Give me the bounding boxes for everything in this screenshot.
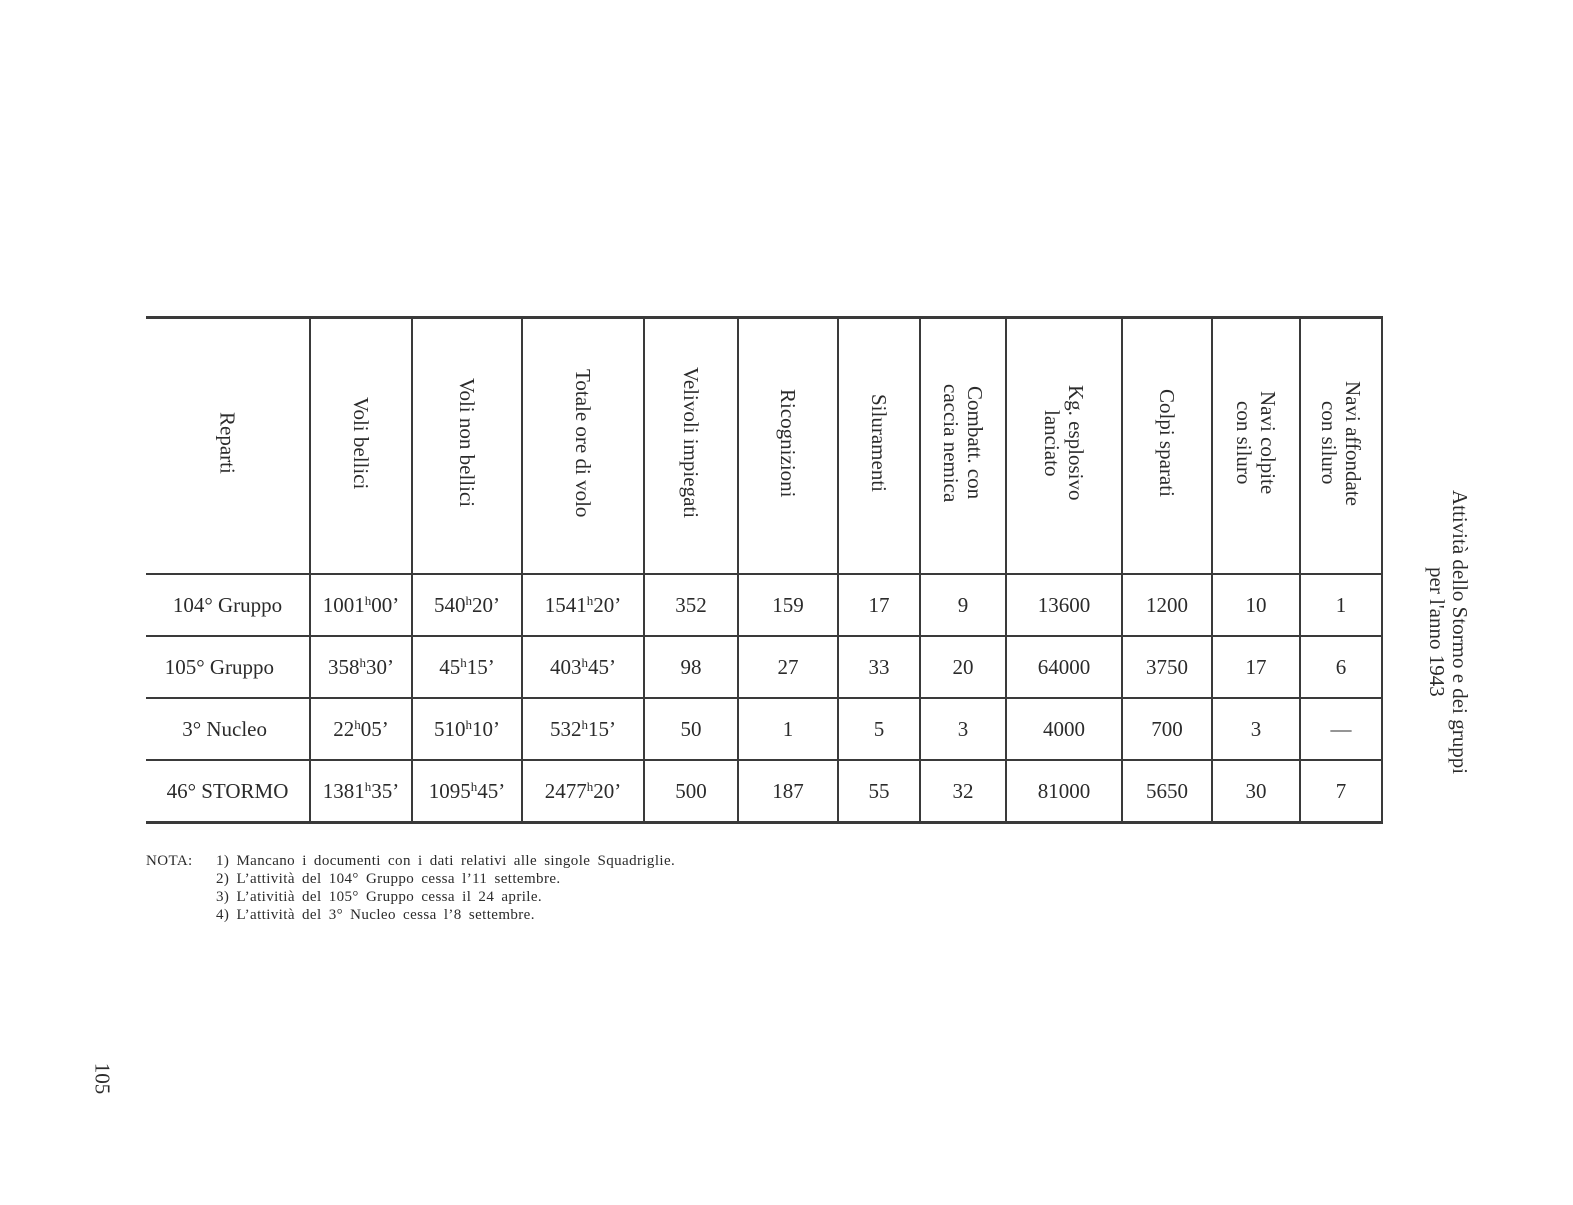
header-siluramenti: Siluramenti xyxy=(838,318,920,575)
cell-kg-esplosivo: 64000 xyxy=(1006,636,1122,698)
cell-navi-colpite: 17 xyxy=(1212,636,1300,698)
cell-voli-non-bellici xyxy=(412,636,522,698)
cell-kg-esplosivo: 13600 xyxy=(1006,574,1122,636)
cell-velivoli: 98 xyxy=(644,636,738,698)
hour-mark: h xyxy=(460,654,467,670)
cell-ricognizioni: 187 xyxy=(738,760,838,823)
minutes: 20’ xyxy=(593,592,622,617)
hour-mark: h xyxy=(581,716,588,732)
hours: 22 xyxy=(333,716,355,741)
hour-mark: h xyxy=(364,592,372,608)
header-navi-affondate: Navi affondate con siluro xyxy=(1300,318,1382,575)
cell-siluramenti: 5 xyxy=(838,698,920,760)
cell-combattimenti: 9 xyxy=(920,574,1006,636)
header-kg-esplosivo: Kg. esplosivo lanciato xyxy=(1006,318,1122,575)
cell-navi-affondate: 6 xyxy=(1300,636,1382,698)
minutes: 15’ xyxy=(466,654,495,679)
cell-velivoli: 50 xyxy=(644,698,738,760)
cell-voli-bellici xyxy=(310,698,412,760)
cell-voli-non-bellici xyxy=(412,698,522,760)
cell-totale-ore xyxy=(522,698,644,760)
header-velivoli: Velivoli impiegati xyxy=(644,318,738,575)
hours: 45 xyxy=(439,654,461,679)
hour-mark: h xyxy=(586,778,594,794)
hour-mark: h xyxy=(359,654,366,670)
table-caption: Attività dello Stormo e dei gruppi per l'anno 1943 xyxy=(1425,489,1472,775)
hours: 1541 xyxy=(544,592,587,617)
header-voli-bellici: Voli bellici xyxy=(310,318,412,575)
cell-ricognizioni: 159 xyxy=(738,574,838,636)
hour-mark: h xyxy=(581,654,588,670)
hours: 510 xyxy=(434,716,466,741)
hour-mark: h xyxy=(354,716,361,732)
cell-siluramenti: 33 xyxy=(838,636,920,698)
header-colpi: Colpi sparati xyxy=(1122,318,1212,575)
cell-velivoli: 500 xyxy=(644,760,738,823)
minutes: 45’ xyxy=(477,778,506,803)
cell-voli-non-bellici xyxy=(412,574,522,636)
cell-navi-colpite: 30 xyxy=(1212,760,1300,823)
hours: 1001 xyxy=(322,592,365,617)
cell-colpi: 700 xyxy=(1122,698,1212,760)
hours: 358 xyxy=(328,654,360,679)
header-voli-non-bellici: Voli non bellici xyxy=(412,318,522,575)
minutes: 35’ xyxy=(371,778,400,803)
cell-navi-affondate: 7 xyxy=(1300,760,1382,823)
hour-mark: h xyxy=(465,592,472,608)
cell-combattimenti: 20 xyxy=(920,636,1006,698)
cell-navi-affondate: 1 xyxy=(1300,574,1382,636)
header-reparti: Reparti xyxy=(146,318,310,575)
hours: 540 xyxy=(434,592,466,617)
cell-reparto: 3° Nucleo xyxy=(146,698,310,760)
table-row xyxy=(146,636,1382,698)
hours: 1381 xyxy=(322,778,365,803)
header-row xyxy=(146,318,1382,575)
hours: 403 xyxy=(550,654,582,679)
notes xyxy=(146,852,675,924)
hour-mark: h xyxy=(465,716,472,732)
cell-totale-ore xyxy=(522,574,644,636)
hours: 532 xyxy=(550,716,582,741)
minutes: 30’ xyxy=(366,654,394,679)
cell-voli-non-bellici xyxy=(412,760,522,823)
minutes: 20’ xyxy=(472,592,500,617)
minutes: 20’ xyxy=(593,778,622,803)
cell-kg-esplosivo: 81000 xyxy=(1006,760,1122,823)
minutes: 00’ xyxy=(371,592,400,617)
cell-voli-bellici xyxy=(310,636,412,698)
table-row xyxy=(146,698,1382,760)
cell-reparto: 104° Gruppo xyxy=(146,574,310,636)
cell-ricognizioni: 27 xyxy=(738,636,838,698)
hours: 1095 xyxy=(428,778,471,803)
cell-colpi: 1200 xyxy=(1122,574,1212,636)
cell-ricognizioni: 1 xyxy=(738,698,838,760)
cell-voli-bellici xyxy=(310,574,412,636)
cell-totale-ore xyxy=(522,636,644,698)
minutes: 05’ xyxy=(360,716,389,741)
cell-colpi: 5650 xyxy=(1122,760,1212,823)
cell-voli-bellici xyxy=(310,760,412,823)
hour-mark: h xyxy=(364,778,372,794)
header-ricognizioni: Ricognizioni xyxy=(738,318,838,575)
cell-colpi: 3750 xyxy=(1122,636,1212,698)
minutes: 15’ xyxy=(588,716,616,741)
cell-navi-colpite: 10 xyxy=(1212,574,1300,636)
notes-label: NOTA: xyxy=(146,853,193,869)
cell-combattimenti: 3 xyxy=(920,698,1006,760)
cell-velivoli: 352 xyxy=(644,574,738,636)
cell-reparto: 46° STORMO xyxy=(146,760,310,823)
header-navi-colpite: Navi colpite con siluro xyxy=(1212,318,1300,575)
header-totale-ore: Totale ore di volo xyxy=(522,318,644,575)
cell-totale-ore xyxy=(522,760,644,823)
cell-siluramenti: 17 xyxy=(838,574,920,636)
cell-combattimenti: 32 xyxy=(920,760,1006,823)
note-4: 4) L’attività del 3° Nucleo cessa l’8 settembre. xyxy=(216,907,535,923)
table-row xyxy=(146,760,1382,823)
cell-kg-esplosivo: 4000 xyxy=(1006,698,1122,760)
cell-siluramenti: 55 xyxy=(838,760,920,823)
hours: 2477 xyxy=(544,778,587,803)
note-2: 2) L’attività del 104° Gruppo cessa l’11 settembre. xyxy=(216,871,561,887)
hour-mark: h xyxy=(586,592,594,608)
minutes: 10’ xyxy=(472,716,500,741)
activity-table xyxy=(146,316,1383,824)
hour-mark: h xyxy=(470,778,478,794)
header-combattimenti: Combatt. con caccia nemica xyxy=(920,318,1006,575)
table-row xyxy=(146,574,1382,636)
minutes: 45’ xyxy=(588,654,616,679)
note-3: 3) L’ativitià del 105° Gruppo cessa il 24 aprile. xyxy=(216,889,543,905)
note-1: 1) Mancano i documenti con i dati relativi alle singole Squadriglie. xyxy=(216,853,676,869)
cell-reparto: 105° Gruppo xyxy=(146,636,310,698)
cell-navi-colpite: 3 xyxy=(1212,698,1300,760)
page-number: 105 xyxy=(90,1062,115,1095)
cell-navi-affondate: — xyxy=(1300,698,1382,760)
